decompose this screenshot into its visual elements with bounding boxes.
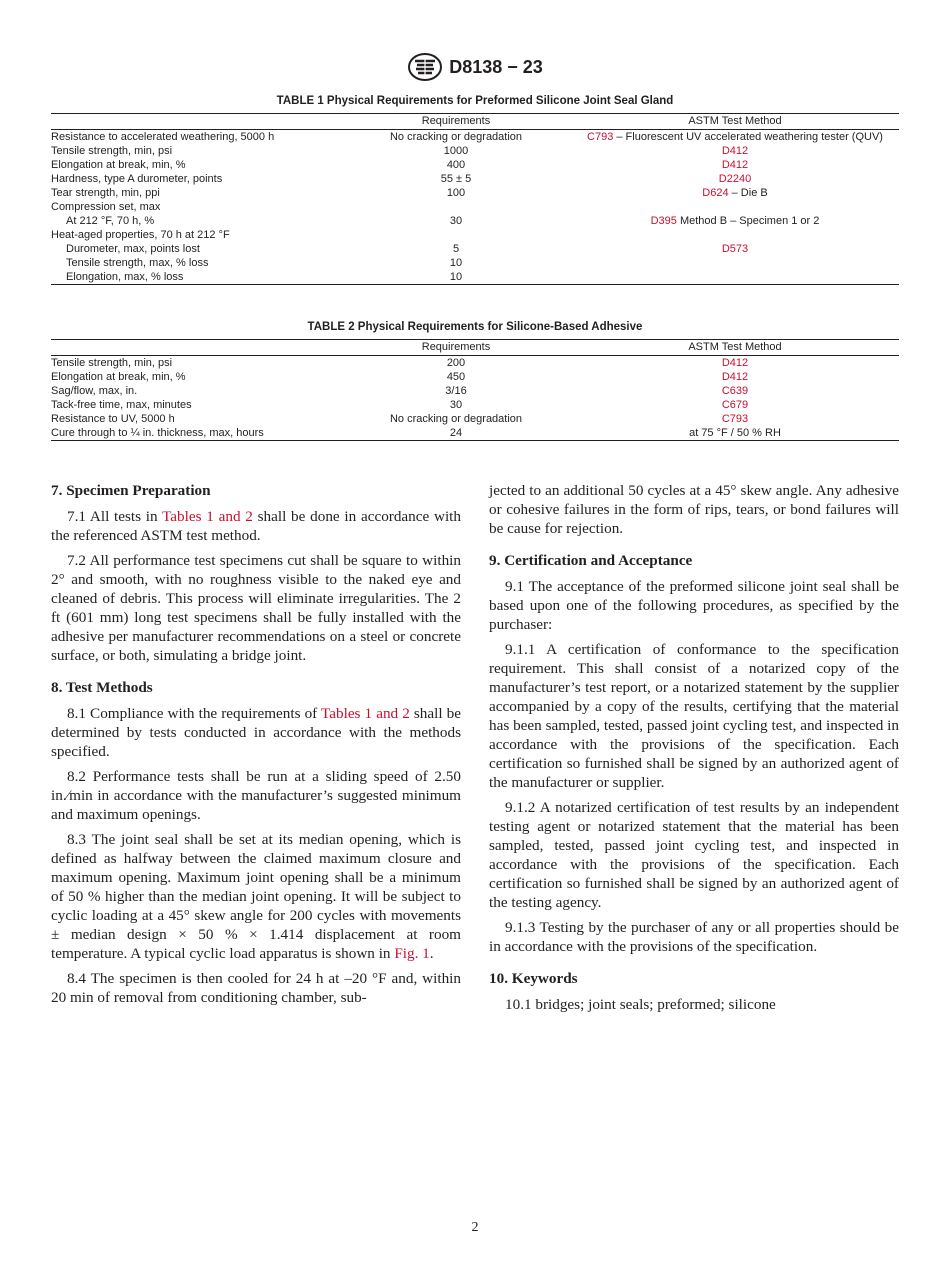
paragraph-9-1-3: 9.1.3 Testing by the purchaser of any or all properties should be in accordance with the provisions of the specification. bbox=[489, 919, 899, 955]
section-8-heading: 8. Test Methods bbox=[51, 679, 153, 696]
tables-link[interactable]: Tables 1 and 2 bbox=[162, 508, 253, 525]
column-header: ASTM Test Method bbox=[571, 340, 899, 356]
table-row bbox=[51, 214, 899, 228]
table-header-row bbox=[51, 114, 899, 130]
property-cell: Resistance to accelerated weathering, 5000 h bbox=[51, 131, 275, 143]
requirement-cell bbox=[341, 228, 571, 242]
test-method-cell bbox=[571, 214, 899, 228]
paragraph-9-1-1: 9.1.1 A certification of conformance to the specification requirement. This shall consist of a notarized copy of the manufacturer’s test report, or a notarized statement by the supplier accompanied by a copy of the results, certifying that the material has been sampled, tested, passed joint cycling test, and inspected in accordance with the provisions of the specification. Each certification so furnished shall be signed by an authorized agent of the manufacturer or supplier. bbox=[489, 641, 899, 791]
table-row bbox=[51, 228, 899, 242]
paragraph-8-4: 8.4 The specimen is then cooled for 24 h at –20 °F and, within 20 min of removal from conditioning chamber, sub- bbox=[51, 970, 461, 1006]
table-1 bbox=[51, 95, 899, 285]
test-method-cell bbox=[571, 426, 899, 441]
test-method-cell bbox=[571, 242, 899, 256]
test-method-cell bbox=[571, 356, 899, 371]
test-method-cell bbox=[571, 270, 899, 285]
table-row bbox=[51, 384, 899, 398]
test-method-cell bbox=[571, 172, 899, 186]
paragraph-9-1-2: 9.1.2 A notarized certification of test results by an independent testing agent or notarized statement that the material has been sampled, tested, passed joint cycling test, and inspected in accordance with the provisions of the specification. Each certification so furnished shall be signed by an authorized agent of the testing agency. bbox=[489, 799, 899, 911]
requirement-cell: 55 ± 5 bbox=[440, 173, 472, 185]
standard-link[interactable]: C793 bbox=[721, 413, 749, 425]
page-header bbox=[0, 52, 950, 84]
test-method-cell bbox=[571, 370, 899, 384]
property-cell: Elongation, max, % loss bbox=[51, 270, 341, 285]
method-note: at 75 °F / 50 % RH bbox=[689, 427, 781, 439]
column-header: Requirements bbox=[341, 114, 571, 130]
table-row bbox=[51, 356, 899, 371]
table-2 bbox=[51, 321, 899, 441]
paragraph-7-1: 7.1 All tests in Tables 1 and 2 shall be done in accordance with the referenced ASTM test method. bbox=[51, 508, 462, 544]
designation: D8138 − 23 bbox=[449, 56, 543, 77]
column-header bbox=[51, 114, 341, 130]
standard-link[interactable]: C793 bbox=[587, 131, 614, 143]
property-cell: Tensile strength, min, psi bbox=[51, 357, 173, 369]
standard-link[interactable]: C639 bbox=[721, 385, 749, 397]
table-header-row bbox=[51, 340, 899, 356]
test-method-cell bbox=[571, 186, 899, 200]
property-cell: Elongation at break, min, % bbox=[51, 371, 186, 383]
paragraph-8-2: 8.2 Performance tests shall be run at a sliding speed of 2.50 in.⁄min in accordance with the manufacturer’s suggested minimum and maximum openings. bbox=[51, 768, 461, 823]
table-row bbox=[51, 270, 899, 285]
left-column bbox=[51, 481, 461, 1013]
table-row bbox=[51, 200, 899, 214]
table-row bbox=[51, 398, 899, 412]
table-row bbox=[51, 370, 899, 384]
figure-link[interactable]: Fig. 1 bbox=[394, 945, 430, 962]
paragraph-8-4-continued: jected to an additional 50 cycles at a 45° skew angle. Any adhesive or cohesive failures in the form of rips, tears, or bond failures will be cause for rejection. bbox=[489, 482, 899, 537]
property-cell: Tear strength, min, ppi bbox=[51, 187, 160, 199]
requirement-cell: 1000 bbox=[443, 145, 469, 157]
table-row bbox=[51, 426, 899, 441]
paragraph-9-1: 9.1 The acceptance of the preformed silicone joint seal shall be based upon one of the following procedures, as specified by the purchaser: bbox=[489, 578, 899, 633]
column-header: Requirements bbox=[341, 340, 571, 356]
astm-logo-icon bbox=[407, 52, 443, 82]
method-note: Method B – Specimen 1 or 2 bbox=[676, 215, 820, 227]
requirement-cell: No cracking or degradation bbox=[389, 413, 523, 425]
requirement-cell: 5 bbox=[452, 243, 460, 255]
requirement-cell: 10 bbox=[341, 270, 571, 285]
paragraph-8-1: 8.1 Compliance with the requirements of Tables 1 and 2 shall be determined by tests conducted in accordance with the methods specified. bbox=[51, 705, 461, 760]
tables-link[interactable]: Tables 1 and 2 bbox=[321, 705, 410, 722]
property-cell: Hardness, type A durometer, points bbox=[51, 173, 223, 185]
test-method-cell bbox=[571, 158, 899, 172]
paragraph-8-3: 8.3 The joint seal shall be set at its median opening, which is defined as halfway between the claimed maximum closure and maximum opening. Maximum joint opening shall be a minimum of 50 % higher than the median joint opening. It will be subject to cyclic loading at a 45° skew angle for 200 cycles with movements ± median design × 50 % × 1.414 displacement at room temperature. A typical cyclic load apparatus is shown in Fig. 1. bbox=[51, 831, 461, 962]
standard-link[interactable]: D624 bbox=[702, 187, 729, 199]
standard-link[interactable]: D573 bbox=[721, 243, 749, 255]
section-10-heading: 10. Keywords bbox=[489, 970, 578, 987]
requirement-cell: 400 bbox=[446, 159, 466, 171]
property-cell: Sag/flow, max, in. bbox=[51, 385, 138, 397]
table-row bbox=[51, 256, 899, 270]
standard-link[interactable]: D412 bbox=[721, 371, 749, 383]
table-row bbox=[51, 130, 899, 145]
requirement-cell: No cracking or degradation bbox=[389, 131, 523, 143]
standard-link[interactable]: D395 bbox=[650, 215, 677, 227]
table-row bbox=[51, 242, 899, 256]
paragraph-10-1: 10.1 bridges; joint seals; preformed; silicone bbox=[505, 996, 776, 1013]
standard-link[interactable]: D412 bbox=[721, 357, 749, 369]
table-row bbox=[51, 412, 899, 426]
test-method-cell bbox=[571, 200, 899, 214]
right-column bbox=[489, 481, 899, 1020]
standard-link[interactable]: C679 bbox=[721, 399, 749, 411]
test-method-cell bbox=[571, 384, 899, 398]
test-method-cell bbox=[571, 398, 899, 412]
table-row bbox=[51, 158, 899, 172]
method-note: – Die B bbox=[728, 187, 768, 199]
property-cell: Tack-free time, max, minutes bbox=[51, 399, 192, 411]
requirement-cell: 200 bbox=[446, 357, 466, 369]
test-method-cell bbox=[571, 228, 899, 242]
property-cell: Elongation at break, min, % bbox=[51, 159, 186, 171]
standard-link[interactable]: D412 bbox=[721, 159, 749, 171]
table-row bbox=[51, 172, 899, 186]
test-method-cell bbox=[571, 412, 899, 426]
property-cell: At 212 °F, 70 h, % bbox=[66, 215, 155, 227]
property-cell: Tensile strength, min, psi bbox=[51, 145, 173, 157]
property-cell: Resistance to UV, 5000 h bbox=[51, 413, 175, 425]
requirement-cell: 10 bbox=[449, 257, 463, 269]
table-2-caption: TABLE 2 Physical Requirements for Silicone-Based Adhesive bbox=[307, 321, 643, 333]
property-cell: Tensile strength, max, % loss bbox=[66, 257, 209, 269]
page-number: 2 bbox=[471, 1220, 479, 1235]
section-9-heading: 9. Certification and Acceptance bbox=[489, 552, 693, 569]
property-cell: Heat-aged properties, 70 h at 212 °F bbox=[51, 229, 230, 241]
requirement-cell: 24 bbox=[341, 426, 571, 441]
requirement-cell: 100 bbox=[446, 187, 466, 199]
test-method-cell bbox=[571, 144, 899, 158]
requirement-cell: 3/16 bbox=[445, 385, 467, 397]
property-cell: Cure through to ¼ in. thickness, max, hours bbox=[51, 426, 341, 441]
paragraph-7-2: 7.2 All performance test specimens cut shall be square to within 2° and smooth, with no roughness visible to the naked eye and cleaned of debris. This process will eliminate irregularities. The 2 ft (601 mm) long test specimens shall be fully installed with the adhesive per manufacturer recommendations on a steel or concrete surface, or both, simulating a bridge joint. bbox=[51, 552, 461, 664]
table-row bbox=[51, 144, 899, 158]
requirement-cell: 30 bbox=[449, 215, 463, 227]
column-header bbox=[51, 340, 341, 356]
test-method-cell bbox=[571, 130, 899, 145]
property-cell: Compression set, max bbox=[51, 201, 161, 213]
standard-link[interactable]: D2240 bbox=[718, 173, 752, 185]
column-header: ASTM Test Method bbox=[571, 114, 899, 130]
standard-link[interactable]: D412 bbox=[721, 145, 749, 157]
test-method-cell bbox=[571, 256, 899, 270]
method-note: – Fluorescent UV accelerated weathering tester (QUV) bbox=[613, 131, 883, 143]
section-7-heading: 7. Specimen Preparation bbox=[51, 482, 211, 499]
requirement-cell: 30 bbox=[449, 399, 463, 411]
table-row bbox=[51, 186, 899, 200]
table-1-caption: TABLE 1 Physical Requirements for Preformed Silicone Joint Seal Gland bbox=[276, 95, 674, 107]
requirement-cell bbox=[341, 200, 571, 214]
property-cell: Durometer, max, points lost bbox=[66, 243, 200, 255]
requirement-cell: 450 bbox=[446, 371, 466, 383]
